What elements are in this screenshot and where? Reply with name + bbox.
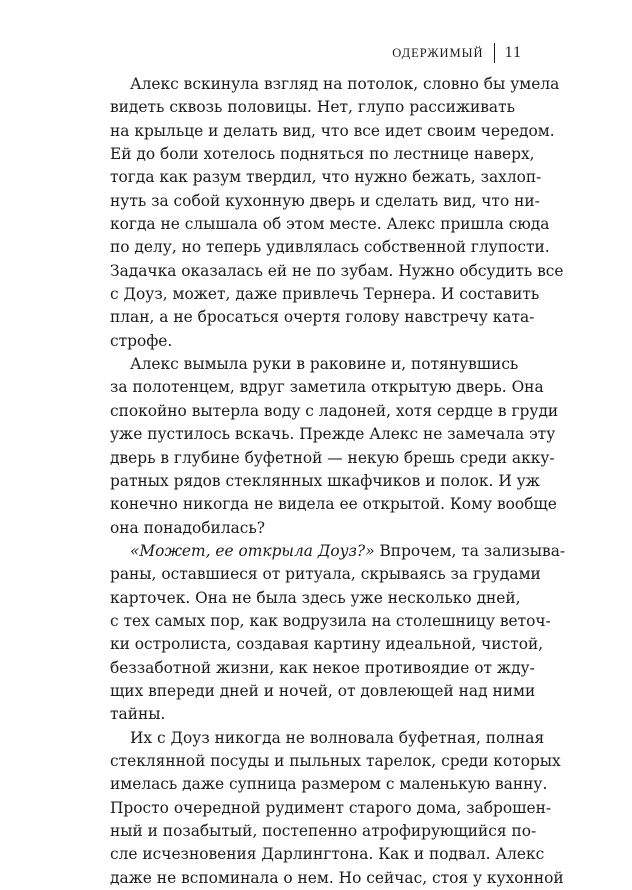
text-line: за полотенцем, вдруг заметила открытую дверь. Она <box>110 378 544 397</box>
text-line: беззаботной жизни, как некое противоядие от жду- <box>110 658 535 677</box>
text-line: с тех самых пор, как водрузила на столешницу веточ- <box>110 611 551 630</box>
text-line: конечно никогда не видела ее открытой. Кому вообще <box>110 495 557 514</box>
text-line: карточек. Она не была здесь уже несколько дней, <box>110 588 521 607</box>
italic-phrase: «Может, ее открыла Доуз?» <box>130 541 375 560</box>
page-number: 11 <box>504 44 522 61</box>
text-line: Ей до боли хотелось подняться по лестнице наверх, <box>110 145 535 164</box>
text-line: дверь в глубине буфетной — некую брешь среди акку- <box>110 448 555 467</box>
text-line: раны, оставшиеся от ритуала, скрываясь за грудами <box>110 565 541 584</box>
text-line: когда не слышала об этом месте. Алекс пришла сюда <box>110 215 550 234</box>
text-line: она понадобилась? <box>110 518 266 537</box>
body-text <box>110 73 566 890</box>
text-line-remainder: Впрочем, та зализыва- <box>374 541 566 560</box>
text-line: спокойно вытерла воду с ладоней, хотя сердце в груди <box>110 401 559 420</box>
text-line: с Доуз, может, даже привлечь Тернера. И составить <box>110 285 540 304</box>
text-line: Задачка оказалась ей не по зубам. Нужно обсудить все <box>110 261 564 280</box>
text-line: стеклянной посуды и пыльных тарелок, среди которых <box>110 751 561 770</box>
text-line: ки остролиста, создавая картину идеальной, чистой, <box>110 635 544 654</box>
text-line: видеть сквозь половицы. Нет, глупо рассиживать <box>110 98 515 117</box>
text-line: на крыльце и делать вид, что все идет своим чередом. <box>110 121 555 140</box>
text-line: Просто очередной рудимент старого дома, заброшен- <box>110 798 552 817</box>
running-head-divider <box>494 43 495 63</box>
text-line: имелась даже супница размером с маленькую ванну. <box>110 775 548 794</box>
text-line: по делу, но теперь удивлялась собственной глупости. <box>110 238 550 257</box>
text-line: ратных рядов стеклянных шкафчиков и полок. И уж <box>110 471 540 490</box>
text-line: Алекс вскинула взгляд на потолок, словно бы умела <box>130 75 560 93</box>
text-line-with-italic <box>110 540 566 563</box>
text-line: ный и позабытый, постепенно атрофирующийся по- <box>110 822 537 840</box>
text-line: сле исчезновения Дарлингтона. Как и подвал. Алекс <box>110 845 545 864</box>
text-line: строфе. <box>110 331 173 350</box>
running-head <box>392 42 522 64</box>
text-line: тайны. <box>110 705 166 724</box>
text-line: Алекс вымыла руки в раковине и, потянувшись <box>130 355 519 374</box>
text-line: нуть за собой кухонную дверь и сделать вид, что ни- <box>110 191 540 210</box>
text-line: план, а не бросаться очертя голову навстречу ката- <box>110 308 535 327</box>
text-line: уже пустилось вскачь. Прежде Алекс не замечала эту <box>110 425 556 444</box>
running-head-title: ОДЕРЖИМЫЙ <box>392 45 484 60</box>
text-line: тогда как разум твердил, что нужно бежать, захлоп- <box>110 168 542 187</box>
text-line: Их с Доуз никогда не волновала буфетная, полная <box>130 728 545 747</box>
text-line: щих впереди дней и ночей, от довлеющей над ними <box>110 681 536 700</box>
text-line: даже не вспоминала о нем. Но сейчас, стоя у кухонной <box>110 868 564 887</box>
